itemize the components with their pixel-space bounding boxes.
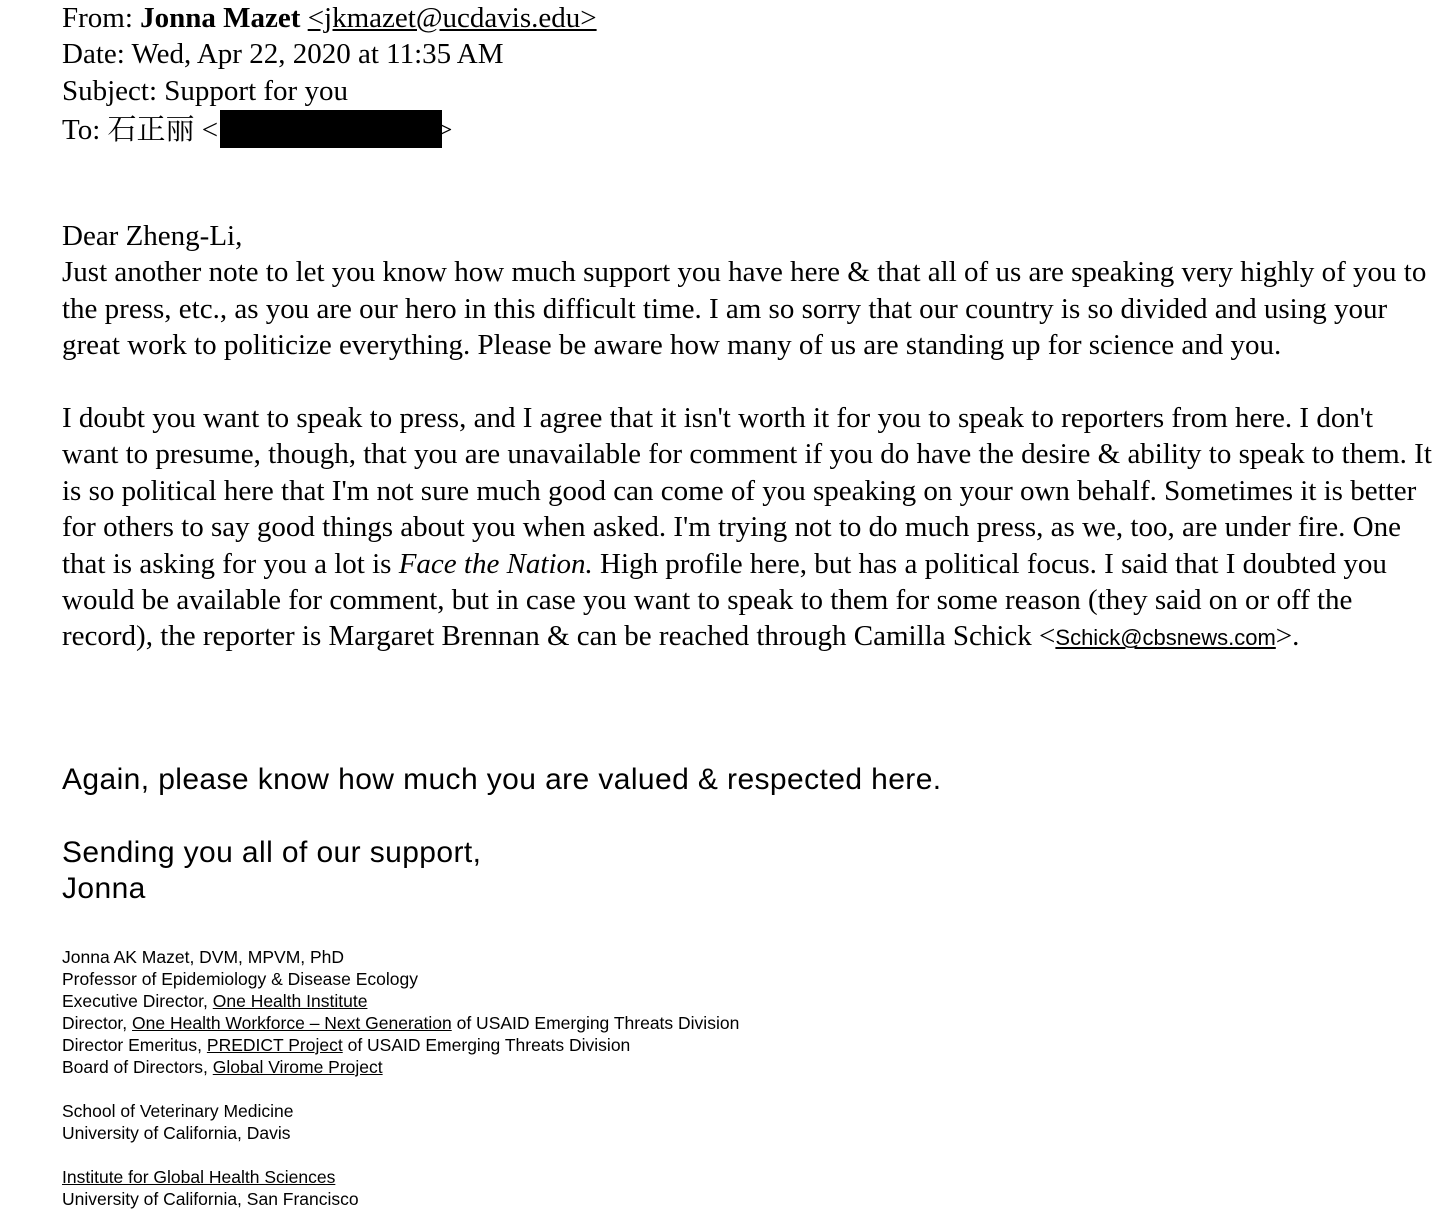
date-label: Date: bbox=[62, 38, 125, 70]
show-title: Face the Nation. bbox=[398, 547, 593, 580]
greeting: Dear Zheng-Li, bbox=[62, 220, 243, 252]
sig-title-1: Professor of Epidemiology & Disease Ecology bbox=[62, 969, 419, 989]
sig-university-sf: University of California, San Francisco bbox=[62, 1189, 359, 1209]
sig-title-3-suffix: of USAID Emerging Threats Division bbox=[451, 1013, 740, 1033]
paragraph-2 bbox=[62, 400, 1432, 657]
paragraph-gap bbox=[62, 364, 1432, 400]
contact-email-link[interactable]: Schick@cbsnews.com bbox=[1055, 625, 1276, 651]
one-health-workforce-link[interactable]: One Health Workforce – Next Generation bbox=[132, 1013, 452, 1033]
subject-value: Support for you bbox=[164, 75, 348, 107]
paragraph-1: Just another note to let you know how much support you have here & that all of us are speaking very highly of you to the press, etc., as you are our hero in this difficult time. I am so sorry that our country is so divided and using your great work to politicize everything. Please be aware how many of us are standing up for science and you. bbox=[62, 256, 1427, 362]
email-body bbox=[62, 218, 1432, 657]
sig-title-4 bbox=[62, 1034, 630, 1056]
sig-title-2 bbox=[62, 990, 367, 1012]
subject-line bbox=[62, 73, 348, 109]
paragraph-2-text-a: I doubt you want to speak to press, and I agree that it isn't worth it for you to speak to reporters from here. I don't want to presume, though, that you are unavailable for comment if you do have the desire & ability to speak to them. It is so political here that I'm not sure much good can come of you speaking on your own behalf. Sometimes it is better for others to say good things about you when asked. I'm trying not to do much press, as we, too, are under fire. One that is asking for you a lot is bbox=[62, 402, 1432, 580]
predict-project-link[interactable]: PREDICT Project bbox=[206, 1035, 343, 1055]
sig-title-3-prefix: Director, bbox=[62, 1013, 133, 1033]
sig-university-davis: University of California, Davis bbox=[62, 1123, 291, 1143]
sig-title-4-suffix: of USAID Emerging Threats Division bbox=[342, 1035, 631, 1055]
sig-title-5-prefix: Board of Directors, bbox=[62, 1057, 213, 1077]
again-line: Again, please know how much you are valued & respected here. bbox=[62, 763, 942, 796]
email-open-bracket: < bbox=[1039, 620, 1056, 653]
global-health-sciences-link[interactable]: Institute for Global Health Sciences bbox=[62, 1167, 336, 1187]
global-virome-link[interactable]: Global Virome Project bbox=[212, 1057, 383, 1077]
sig-title-3 bbox=[62, 1012, 739, 1034]
from-label: From: bbox=[62, 2, 133, 34]
recipient-name: 石正丽 bbox=[107, 114, 195, 146]
sig-title-5 bbox=[62, 1056, 383, 1078]
sender-email-link[interactable]: <jkmazet@ucdavis.edu> bbox=[307, 2, 597, 34]
to-label: To: bbox=[62, 114, 101, 146]
from-line bbox=[62, 0, 597, 36]
one-health-institute-link[interactable]: One Health Institute bbox=[212, 991, 368, 1011]
email-close-bracket: >. bbox=[1275, 620, 1300, 653]
sender-name: Jonna Mazet bbox=[140, 2, 301, 34]
sig-institute bbox=[62, 1166, 335, 1188]
sig-name: Jonna AK Mazet, DVM, MPVM, PhD bbox=[62, 947, 345, 967]
sig-school: School of Veterinary Medicine bbox=[62, 1101, 294, 1121]
to-line bbox=[62, 110, 452, 148]
closing-line: Sending you all of our support, bbox=[62, 836, 482, 869]
paragraph-2-text-b: High profile here, but has a political focus. I said that I doubted you would be available for comment, but in case you want to speak to them for some reason (they said on or off the record), the reporter is Margaret Brennan & can be reached through Camilla Schick bbox=[62, 547, 1387, 653]
date-line bbox=[62, 36, 504, 72]
signoff-name: Jonna bbox=[62, 872, 146, 905]
recipient-open-bracket: < bbox=[201, 114, 219, 146]
redaction-box bbox=[220, 110, 442, 148]
sig-title-2-prefix: Executive Director, bbox=[62, 991, 213, 1011]
subject-label: Subject: bbox=[62, 75, 158, 107]
sig-title-4-prefix: Director Emeritus, bbox=[62, 1035, 207, 1055]
date-value: Wed, Apr 22, 2020 at 11:35 AM bbox=[131, 38, 504, 70]
recipient-close-bracket: > bbox=[436, 114, 453, 146]
